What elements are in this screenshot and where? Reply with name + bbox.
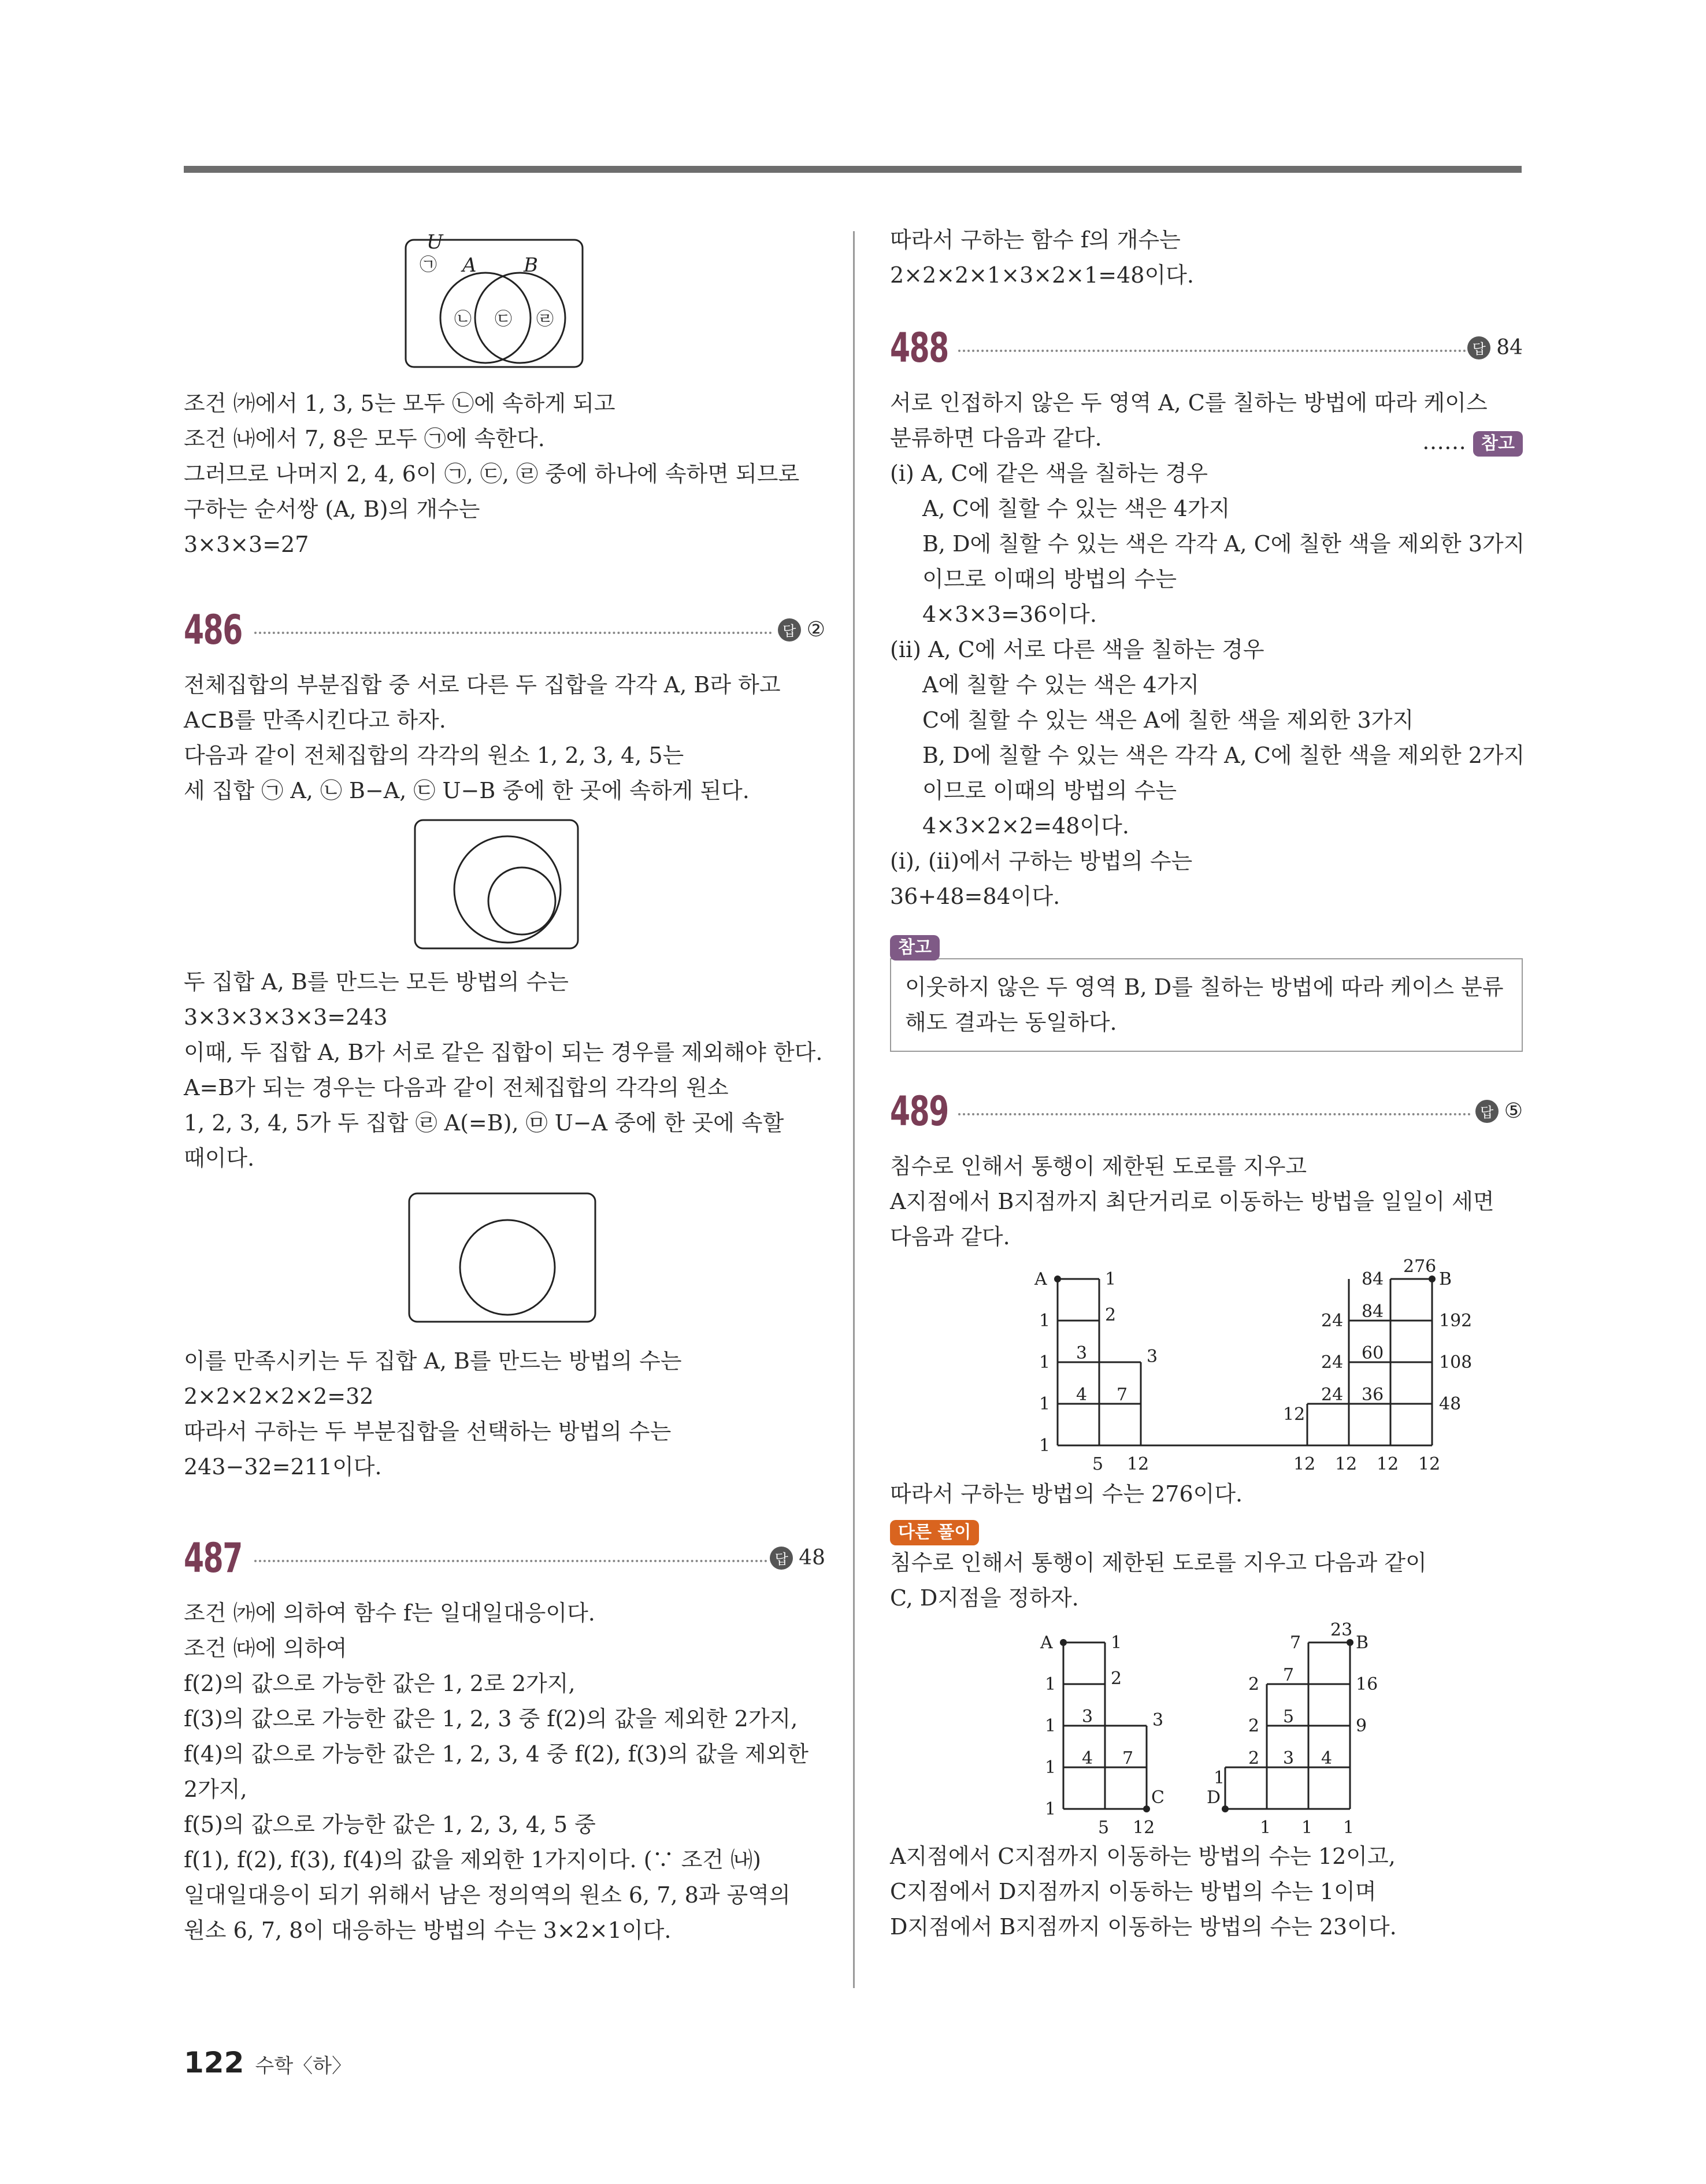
text-line: (ⅱ) A, C에 서로 다른 색을 칠하는 경우 [890,637,1264,662]
problem-487-header [184,1531,825,1589]
text-line: 이웃하지 않은 두 영역 B, D를 칠하는 방법에 따라 케이스 분류 [905,974,1504,1000]
count-label: 1 [1045,1716,1056,1736]
point-c-label: C [1151,1788,1164,1808]
problem-489-header [890,1084,1523,1142]
text-line: 3×3×3=27 [184,532,309,557]
continued-text [890,223,1523,293]
text-line [890,421,1523,456]
leader-dots [254,632,772,634]
problem-number: 489 [890,1088,948,1135]
text-line: 구하는 순서쌍 (A, B)의 개수는 [184,496,480,522]
point-d-label: D [1207,1788,1221,1808]
text-line: A=B가 되는 경우는 다음과 같이 전체집합의 각각의 원소 [184,1075,729,1100]
reference-badge: 참고 [1473,431,1523,457]
text-line: 2가지, [184,1777,247,1802]
reference-marker [1422,424,1523,459]
answer-value: 48 [799,1546,825,1570]
answer-icon: 답 [1467,336,1490,359]
text-line: 따라서 구하는 방법의 수는 276이다. [890,1481,1243,1507]
text-line: f(1), f(2), f(3), f(4)의 값을 제외한 1가지이다. (∵ 조건 ㈏) [184,1847,761,1872]
count-label: 5 [1098,1818,1110,1838]
count-label: 4 [1076,1385,1088,1405]
count-label: 1 [1045,1757,1056,1778]
count-label: 5 [1283,1707,1295,1727]
text-line: 조건 ㈏에서 7, 8은 모두 ㉠에 속한다. [184,426,545,451]
venn-diagram-2 [184,809,825,965]
text-line: 2×2×2×2×2=32 [184,1384,374,1409]
count-label: 2 [1105,1305,1117,1325]
text-line: A지점에서 C지점까지 이동하는 방법의 수는 12이고, [890,1844,1396,1869]
answer-icon: 답 [778,618,801,642]
left-column [184,231,825,1948]
text-line: 3×3×3×3×3=243 [184,1004,388,1030]
alt-solution-label [890,1520,1523,1545]
count-label: 108 [1439,1352,1473,1373]
answer [1467,336,1523,359]
note-badge: 참고 [890,935,940,961]
count-label: 5 [1092,1454,1104,1474]
text-line: 그러므로 나머지 2, 4, 6이 ㉠, ㉢, ㉣ 중에 하나에 속하면 되므로 [184,461,800,487]
count-label: 84 [1362,1269,1384,1289]
count-label: 1 [1111,1633,1122,1653]
count-label: 60 [1362,1343,1384,1363]
subject-label: 수학〈하〉 [255,2055,352,2078]
text-line: f(4)의 값으로 가능한 값은 1, 2, 3, 4 중 f(2), f(3)의 값을 제외한 [184,1741,809,1767]
point-b-label: B [1356,1633,1369,1653]
text-line: 해도 결과는 동일하다. [905,1010,1117,1035]
problem-489-body [890,1149,1523,1945]
count-label: 48 [1439,1394,1462,1414]
text-line: 이므로 이때의 방법의 수는 [922,566,1177,592]
count-label: 1 [1260,1818,1271,1838]
text-line: 243−32=211이다. [184,1454,382,1480]
count-label: 9 [1356,1716,1367,1736]
venn-diagram-3 [184,1176,825,1344]
point-a-label: A [1034,1269,1047,1289]
alt-solution-badge: 다른 풀이 [890,1520,979,1545]
text-line: C에 칠할 수 있는 색은 A에 칠한 색을 제외한 3가지 [922,707,1414,733]
count-label: 1 [1105,1269,1117,1289]
venn1-b-label: B [524,254,538,277]
count-label: 1 [1039,1436,1051,1456]
text-line: 조건 ㈎에서 1, 3, 5는 모두 ㉡에 속하게 되고 [184,391,615,416]
count-label: 3 [1082,1707,1093,1727]
text-line: 조건 ㈎에 의하여 함수 f는 일대일대응이다. [184,1600,595,1626]
text-line: 이때, 두 집합 A, B가 서로 같은 집합이 되는 경우를 제외해야 한다. [184,1040,823,1065]
text-line: 이를 만족시키는 두 집합 A, B를 만드는 방법의 수는 [184,1348,682,1374]
count-label: 2 [1111,1668,1122,1689]
text-line: f(5)의 값으로 가능한 값은 1, 2, 3, 4, 5 중 [184,1812,596,1837]
text-line: 다음과 같다. [890,1224,1010,1249]
leader-dots [958,1113,1471,1115]
venn1-region-2: ㉡ [454,309,472,329]
reference-dots: …… [1422,429,1466,454]
text-line: 1, 2, 3, 4, 5가 두 집합 ㉣ A(=B), ㉤ U−A 중에 한 곳에 속할 [184,1110,784,1136]
text-line: 따라서 구하는 두 부분집합을 선택하는 방법의 수는 [184,1419,672,1444]
count-label: 3 [1152,1710,1164,1730]
venn1-region-1: ㉠ [420,255,437,275]
count-label: 12 [1335,1454,1358,1474]
count-label: 1 [1045,1799,1056,1819]
text-line: 침수로 인해서 통행이 제한된 도로를 지우고 [890,1154,1307,1179]
count-label: 1 [1039,1311,1051,1331]
problem-number: 486 [184,606,242,654]
count-label: 1 [1039,1352,1051,1373]
count-label: 2 [1248,1674,1260,1694]
text-line: 4×3×2×2=48이다. [922,813,1129,839]
count-label: 12 [1283,1404,1306,1425]
top-rule [184,166,1522,173]
answer-value: ⑤ [1504,1099,1523,1123]
count-label: 84 [1362,1301,1384,1322]
problem-number: 487 [184,1534,242,1582]
text-line: 두 집합 A, B를 만드는 모든 방법의 수는 [184,969,569,995]
text-line: 4×3×3=36이다. [922,602,1097,627]
count-label: 16 [1356,1674,1378,1694]
text-line: 일대일대응이 되기 위해서 남은 정의역의 원소 6, 7, 8과 공역의 [184,1882,791,1908]
count-label: 7 [1122,1748,1134,1768]
count-label: 3 [1147,1347,1158,1367]
answer-icon: 답 [1475,1100,1499,1123]
text-line: 세 집합 ㉠ A, ㉡ B−A, ㉢ U−B 중에 한 곳에 속하게 된다. [184,778,750,803]
problem-number: 488 [890,324,948,372]
count-label: 24 [1321,1385,1344,1405]
count-label: 36 [1362,1385,1384,1405]
venn1-u-label: U [426,231,443,254]
intro-text [184,386,825,562]
answer-icon: 답 [770,1547,793,1570]
text-line: (ⅰ), (ⅱ)에서 구하는 방법의 수는 [890,848,1193,874]
count-label: 12 [1293,1454,1316,1474]
count-label: 2 [1248,1716,1260,1736]
path-count-grid-1 [890,1257,1523,1477]
count-label: 1 [1214,1768,1225,1788]
text-line: 따라서 구하는 함수 f의 개수는 [890,227,1181,253]
text-line: 2×2×2×1×3×2×1=48이다. [890,262,1194,288]
problem-488-body [890,385,1523,1052]
count-label: 7 [1283,1665,1295,1685]
text-line: f(2)의 값으로 가능한 값은 1, 2로 2가지, [184,1671,576,1696]
count-label: 2 [1248,1748,1260,1768]
count-label: 3 [1076,1343,1088,1363]
text-line: 조건 ㈐에 의하여 [184,1636,347,1661]
answer-value: ② [806,618,825,642]
count-label: 4 [1082,1748,1093,1768]
text-line: 36+48=84이다. [890,884,1060,909]
count-label: 4 [1321,1748,1333,1768]
text-line: B, D에 칠할 수 있는 색은 각각 A, C에 칠한 색을 제외한 2가지 [922,743,1525,768]
text-line-content: 분류하면 다음과 같다. [890,425,1102,451]
text-line: A에 칠할 수 있는 색은 4가지 [922,672,1200,698]
count-label: 1 [1045,1674,1056,1694]
point-b-label: B [1439,1269,1452,1289]
text-line: 때이다. [184,1145,255,1171]
text-line: 전체집합의 부분집합 중 서로 다른 두 집합을 각각 A, B라 하고 [184,672,781,698]
text-line: A지점에서 B지점까지 최단거리로 이동하는 방법을 일일이 세면 [890,1189,1494,1214]
text-line: 침수로 인해서 통행이 제한된 도로를 지우고 다음과 같이 [890,1550,1427,1575]
text-line: D지점에서 B지점까지 이동하는 방법의 수는 23이다. [890,1914,1397,1940]
column-divider [853,231,855,1988]
problem-486-body [184,668,825,1485]
text-line: C지점에서 D지점까지 이동하는 방법의 수는 1이며 [890,1879,1377,1904]
count-label: 276 [1403,1257,1437,1277]
text-line: f(3)의 값으로 가능한 값은 1, 2, 3 중 f(2)의 값을 제외한 2가지, [184,1706,798,1731]
page-footer [184,2046,351,2079]
count-label: 24 [1321,1352,1344,1373]
count-label: 7 [1290,1633,1301,1653]
text-line: C, D지점을 정하자. [890,1585,1079,1611]
answer [778,618,825,642]
venn-diagram-1 [184,231,825,381]
text-line: B, D에 칠할 수 있는 색은 각각 A, C에 칠한 색을 제외한 3가지 [922,531,1525,557]
venn1-a-label: A [462,254,477,277]
point-a-label: A [1040,1633,1053,1653]
leader-dots [254,1560,767,1562]
note-box [890,958,1523,1052]
count-label: 1 [1343,1818,1355,1838]
note-block [890,935,1523,1052]
leader-dots [958,350,1471,352]
answer [1475,1099,1523,1123]
answer [770,1546,825,1570]
text-line: A⊂B를 만족시킨다고 하자. [184,707,446,733]
problem-488-header [890,321,1523,379]
right-column [890,223,1523,1945]
text-line: A, C에 칠할 수 있는 색은 4가지 [922,496,1230,521]
path-count-grid-2 [890,1619,1523,1839]
count-label: 12 [1418,1454,1441,1474]
text-line: 원소 6, 7, 8이 대응하는 방법의 수는 3×2×1이다. [184,1918,672,1943]
problem-487-body [184,1596,825,1948]
text-line: (ⅰ) A, C에 같은 색을 칠하는 경우 [890,461,1208,486]
count-label: 12 [1127,1454,1149,1474]
answer-value: 84 [1496,336,1523,359]
count-label: 3 [1283,1748,1295,1768]
problem-486-header [184,603,825,661]
count-label: 7 [1117,1385,1128,1405]
count-label: 12 [1377,1454,1399,1474]
text-line: 서로 인접하지 않은 두 영역 A, C를 칠하는 방법에 따라 케이스 [890,390,1488,416]
text-line: 다음과 같이 전체집합의 각각의 원소 1, 2, 3, 4, 5는 [184,743,684,768]
venn1-region-4: ㉣ [536,309,554,329]
count-label: 192 [1439,1311,1473,1331]
venn1-region-3: ㉢ [495,309,512,329]
count-label: 24 [1321,1311,1344,1331]
count-label: 12 [1133,1818,1155,1838]
count-label: 1 [1301,1818,1313,1838]
text-line: 이므로 이때의 방법의 수는 [922,778,1177,803]
page-number: 122 [184,2046,244,2079]
count-label: 23 [1330,1620,1353,1640]
count-label: 1 [1039,1394,1051,1414]
